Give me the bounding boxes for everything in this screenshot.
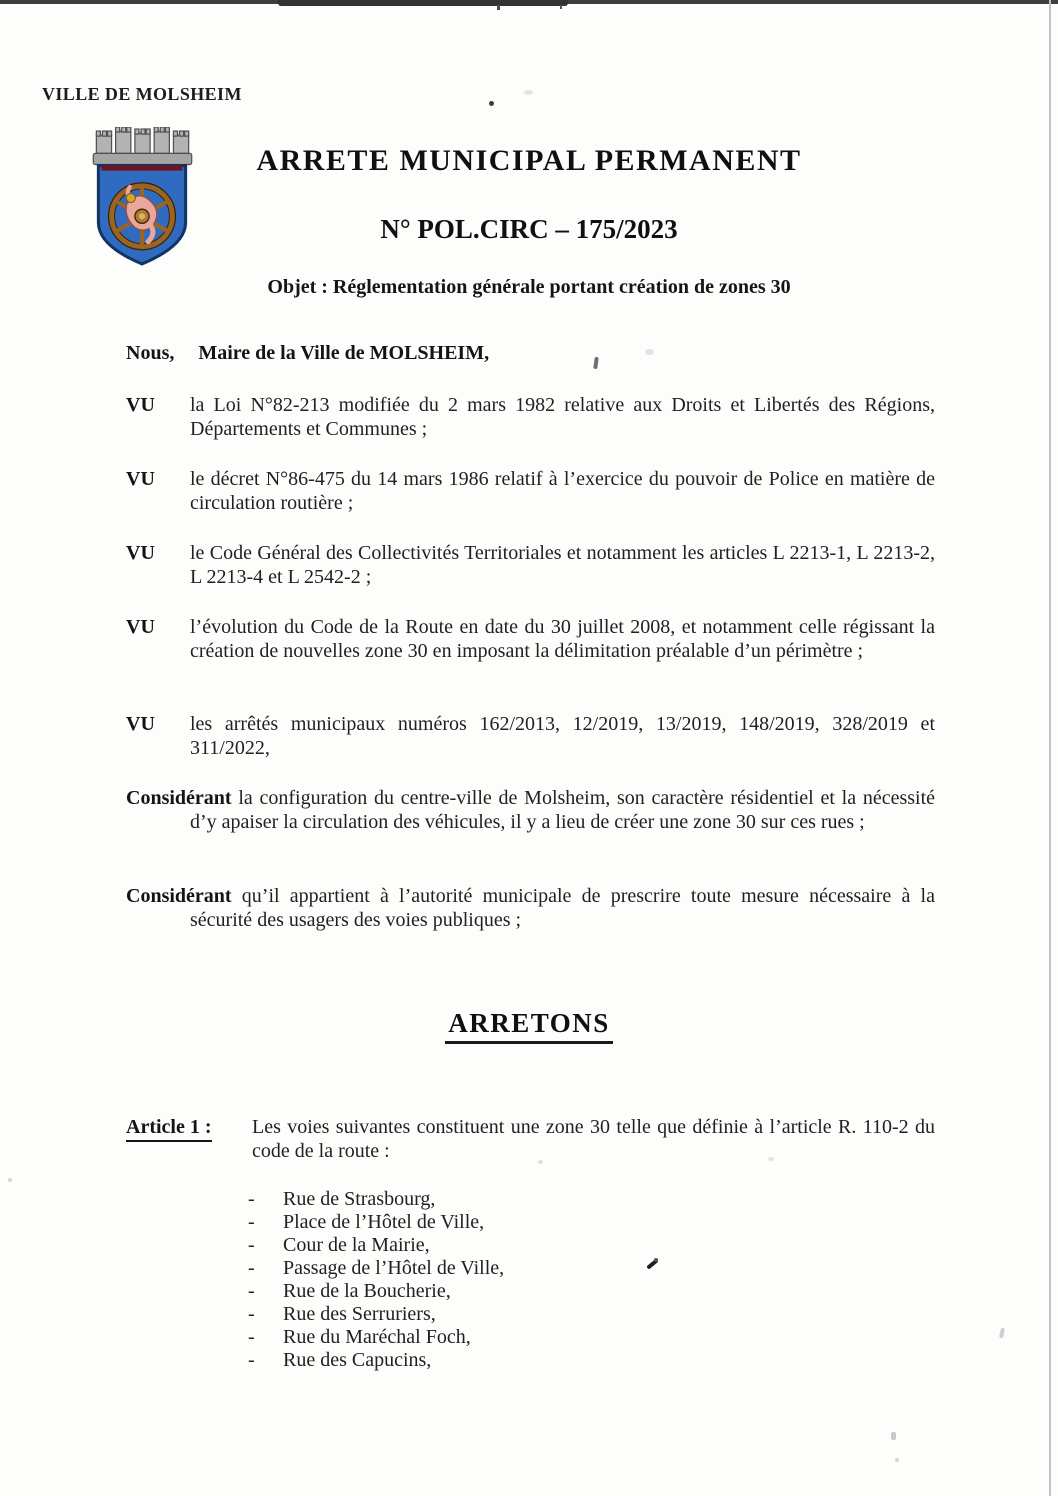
scan-speck [524,90,533,95]
list-item [248,1188,504,1211]
list-dash: - [248,1280,255,1302]
street-name: Cour de la Mairie, [283,1234,430,1256]
scan-edge-top-thick [278,0,568,6]
article-1 [126,1115,935,1163]
document-subject: Objet : Réglementation générale portant création de zones 30 [267,276,791,298]
scan-speck [593,357,599,369]
list-item [248,1211,504,1234]
recital-text: les arrêtés municipaux numéros 162/2013, 12/2019, 13/2019, 148/2019, 328/2019 et 311/2022, [190,713,935,759]
street-name: Rue des Capucins, [283,1349,432,1371]
list-item [248,1234,504,1257]
list-dash: - [248,1257,255,1279]
scan-speck [8,1178,12,1182]
recital-label: VU [126,468,155,490]
recital-label: VU [126,713,155,735]
recital-vu-3 [126,541,935,589]
scan-speck [560,5,562,9]
issuer-name: VILLE DE MOLSHEIM [42,84,242,104]
street-list [248,1188,504,1372]
consideration-1 [126,786,935,834]
recital-text: le décret N°86-475 du 14 mars 1986 relatif à l’exercice du pouvoir de Police en matière de circulation routière ; [190,468,935,514]
street-name: Rue du Maréchal Foch, [283,1326,471,1348]
recital-text: le Code Général des Collectivités Territoriales et notamment les articles L 2213-1, L 2213-2, L 2213-4 et L 2542-2 ; [190,542,935,588]
consideration-body: la configuration du centre-ville de Molsheim, son caractère résidentiel et la nécessité d’y apaiser la circulation des véhicules, il y a lieu de créer une zone 30 sur ces rues ; [190,787,936,833]
recital-label: VU [126,542,155,564]
list-dash: - [248,1234,255,1256]
consideration-text [126,884,935,932]
recital-label: VU [126,394,155,416]
salutation-text: Maire de la Ville de MOLSHEIM, [198,342,490,364]
document-title: ARRETE MUNICIPAL PERMANENT [256,144,802,177]
document-reference: N° POL.CIRC – 175/2023 [380,214,678,244]
street-name: Rue de Strasbourg, [283,1188,436,1210]
recital-vu-2 [126,467,935,515]
list-item [248,1326,504,1349]
scan-speck [497,5,500,10]
recital-text: la Loi N°82-213 modifiée du 2 mars 1982 relative aux Droits et Libertés des Régions, Départements et Communes ; [190,394,935,440]
recital-text: l’évolution du Code de la Route en date du 30 juillet 2008, et notamment celle régissant la création de nouvelles zone 30 en imposant la délimitation préalable d’un périmètre ; [190,616,935,662]
list-dash: - [248,1188,255,1210]
salutation [126,342,489,365]
list-item [248,1257,504,1280]
consideration-2 [126,884,935,932]
scan-speck [654,1258,658,1262]
list-item [248,1349,504,1372]
decision-heading-text: ARRETONS [445,1008,613,1044]
consideration-text [126,786,935,834]
list-dash: - [248,1326,255,1348]
scan-speck [891,1432,896,1440]
scan-speck [489,101,494,106]
consideration-label: Considérant [126,787,232,809]
list-dash: - [248,1303,255,1325]
street-name: Rue des Serruriers, [283,1303,436,1325]
street-name: Passage de l’Hôtel de Ville, [283,1257,505,1279]
list-item [248,1280,504,1303]
recital-vu-5 [126,712,935,760]
recital-vu-1 [126,393,935,441]
article-text: Les voies suivantes constituent une zone 30 telle que définie à l’article R. 110-2 du code de la route : [252,1116,935,1162]
consideration-label: Considérant [126,885,232,907]
street-name: Place de l’Hôtel de Ville, [283,1211,485,1233]
street-name: Rue de la Boucherie, [283,1280,451,1302]
scan-speck [895,1458,899,1462]
consideration-body: qu’il appartient à l’autorité municipale de prescrire toute mesure nécessaire à la sécurité des usagers des voies publiques ; [190,885,935,931]
list-item [248,1303,504,1326]
article-label: Article 1 : [126,1115,212,1142]
list-dash: - [248,1349,255,1371]
decision-heading [0,1008,1058,1044]
salutation-label: Nous, [126,342,175,364]
recital-label: VU [126,616,155,638]
recital-vu-4 [126,615,935,663]
scan-speck [645,349,654,355]
list-dash: - [248,1211,255,1233]
scan-speck [999,1328,1005,1339]
